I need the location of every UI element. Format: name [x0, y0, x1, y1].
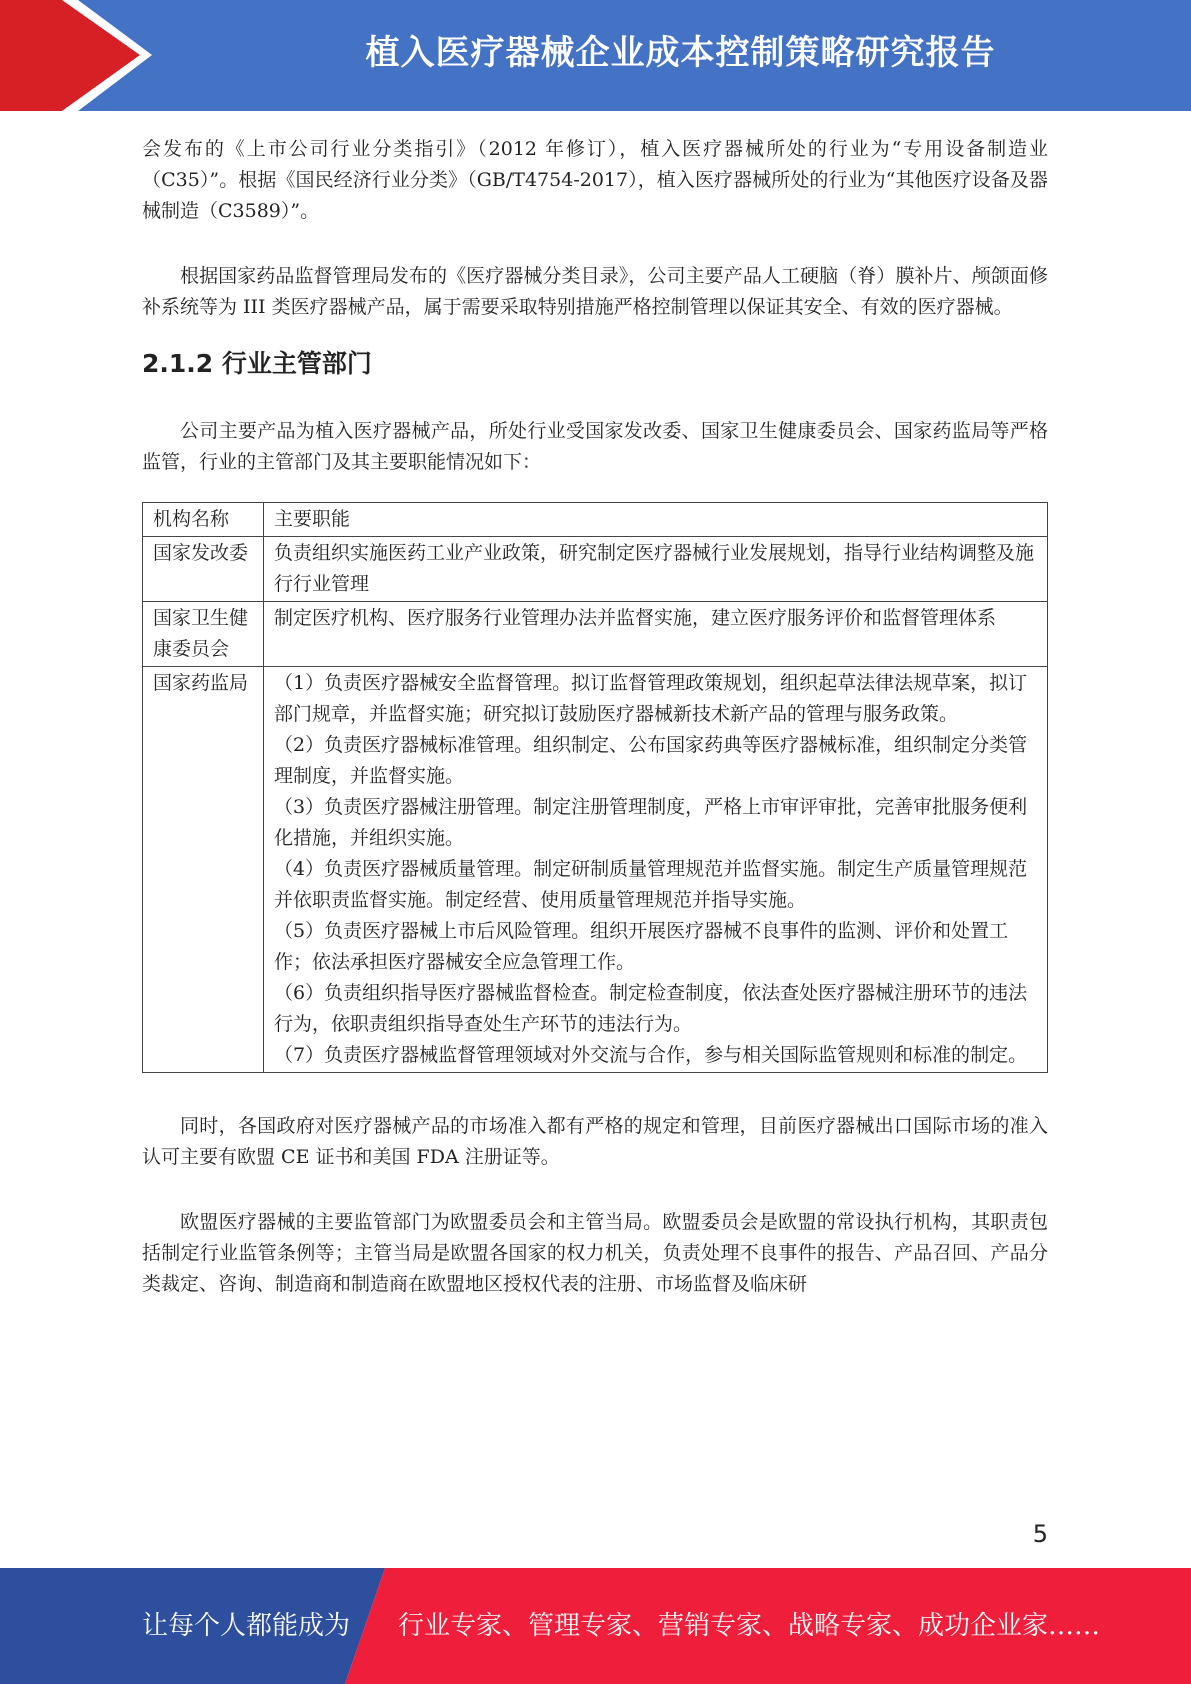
paragraph-market-access: 同时，各国政府对医疗器械产品的市场准入都有严格的规定和管理，目前医疗器械出口国际市场的准入认可主要有欧盟 CE 证书和美国 FDA 注册证等。 [142, 1115, 1048, 1168]
footer-slogan-left: 让每个人都能成为 [142, 1611, 351, 1641]
org-name-cell: 国家卫生健康委员会 [143, 602, 264, 667]
duties-cell [264, 537, 1048, 602]
duty-item: （3）负责医疗器械注册管理。制定注册管理制度，严格上市审评审批，完善审批服务便利化措施，并组织实施。 [274, 796, 1028, 849]
duties-cell [264, 667, 1048, 1073]
page-footer [0, 1568, 1191, 1684]
paragraph-device-category: 根据国家药品监督管理局发布的《医疗器械分类目录》，公司主要产品人工硬脑（脊）膜补片、颅颌面修补系统等为 III 类医疗器械产品，属于需要采取特别措施严格控制管理以保证其安全、有效的医疗器械。 [142, 265, 1048, 318]
org-name-cell: 国家发改委 [143, 537, 264, 602]
table-row [143, 667, 1048, 1073]
paragraph-regulators-intro: 公司主要产品为植入医疗器械产品，所处行业受国家发改委、国家卫生健康委员会、国家药监局等严格监管，行业的主管部门及其主要职能情况如下： [142, 420, 1048, 473]
table-row [143, 602, 1048, 667]
duty-item: （2）负责医疗器械标准管理。组织制定、公布国家药典等医疗器械标准，组织制定分类管理制度，并监督实施。 [274, 734, 1028, 787]
table-header-cell: 主要职能 [264, 503, 1048, 537]
table-row [143, 537, 1048, 602]
duty-text: 负责组织实施医药工业产业政策，研究制定医疗器械行业发展规划，指导行业结构调整及施行行业管理 [274, 542, 1035, 595]
duty-item: （6）负责组织指导医疗器械监督检查。制定检查制度，依法查处医疗器械注册环节的违法行为，依职责组织指导查处生产环节的违法行为。 [274, 982, 1028, 1035]
page-number: 5 [1032, 1520, 1048, 1548]
page-header [0, 0, 1191, 111]
duty-item: （4）负责医疗器械质量管理。制定研制质量管理规范并监督实施。制定生产质量管理规范并依职责监督实施。制定经营、使用质量管理规范并指导实施。 [274, 858, 1028, 911]
duty-item: （7）负责医疗器械监督管理领域对外交流与合作，参与相关国际监管规则和标准的制定。 [274, 1044, 1028, 1066]
duties-cell [264, 602, 1048, 667]
table-header-row [143, 503, 1048, 537]
footer-slogan-right: 行业专家、管理专家、营销专家、战略专家、成功企业家…… [398, 1611, 1101, 1641]
regulator-duties-table [142, 502, 1048, 1073]
table-header-cell: 机构名称 [143, 503, 264, 537]
duty-text: 制定医疗机构、医疗服务行业管理办法并监督实施，建立医疗服务评价和监督管理体系 [274, 607, 997, 629]
paragraph-eu-regulators: 欧盟医疗器械的主要监管部门为欧盟委员会和主管当局。欧盟委员会是欧盟的常设执行机构，其职责包括制定行业监管条例等；主管当局是欧盟各国家的权力机关，负责处理不良事件的报告、产品召回、产品分类裁定、咨询、制造商和制造商在欧盟地区授权代表的注册、市场监督及临床研 [142, 1211, 1048, 1295]
paragraph-industry-classification: 会发布的《上市公司行业分类指引》（2012 年修订），植入医疗器械所处的行业为“专用设备制造业（C35）”。根据《国民经济行业分类》（GB/T4754-2017），植入医疗器械所处的行业为“其他医疗设备及器械制造（C3589）”。 [142, 138, 1048, 222]
page-content [142, 134, 1048, 1300]
section-heading: 2.1.2 行业主管部门 [142, 349, 372, 378]
report-title: 植入医疗器械企业成本控制策略研究报告 [365, 33, 996, 73]
duty-item: （1）负责医疗器械安全监督管理。拟订监督管理政策规划，组织起草法律法规草案，拟订部门规章，并监督实施；研究拟订鼓励医疗器械新技术新产品的管理与服务政策。 [274, 672, 1028, 725]
org-name-cell: 国家药监局 [143, 667, 264, 1073]
duty-item: （5）负责医疗器械上市后风险管理。组织开展医疗器械不良事件的监测、评价和处置工作；依法承担医疗器械安全应急管理工作。 [274, 920, 1009, 973]
